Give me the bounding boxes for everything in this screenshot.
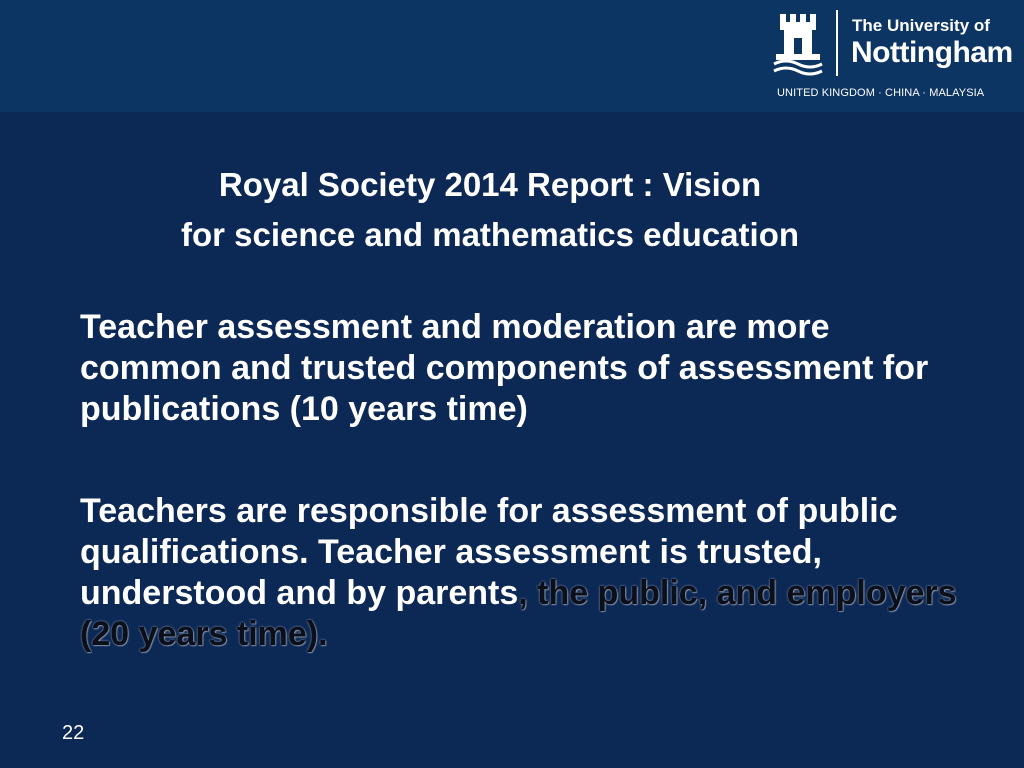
slide-title-line2: for science and mathematics education <box>180 216 800 253</box>
slide-title-line1: Royal Society 2014 Report : Vision <box>218 166 762 203</box>
page-number: 22 <box>62 722 85 744</box>
slide-title <box>0 160 980 260</box>
logo-line2: Nottingham <box>851 36 1013 69</box>
logo-divider <box>836 10 838 76</box>
logo-line1: The University of <box>852 16 990 35</box>
paragraph-2 <box>80 491 960 655</box>
paragraph-2-main: Teachers are responsible for assessment of public qualifications. Teacher assessment is trusted, understood and by parents <box>80 492 898 612</box>
university-logo <box>772 6 1018 106</box>
logo-campuses: UNITED KINGDOM · CHINA · MALAYSIA <box>777 87 985 99</box>
castle-crest-icon <box>772 10 828 76</box>
paragraph-2-dark: , the public, and employers (20 years time). <box>80 574 957 653</box>
paragraph-1: Teacher assessment and moderation are more common and trusted components of assessment for publications (10 years time) <box>80 308 929 428</box>
